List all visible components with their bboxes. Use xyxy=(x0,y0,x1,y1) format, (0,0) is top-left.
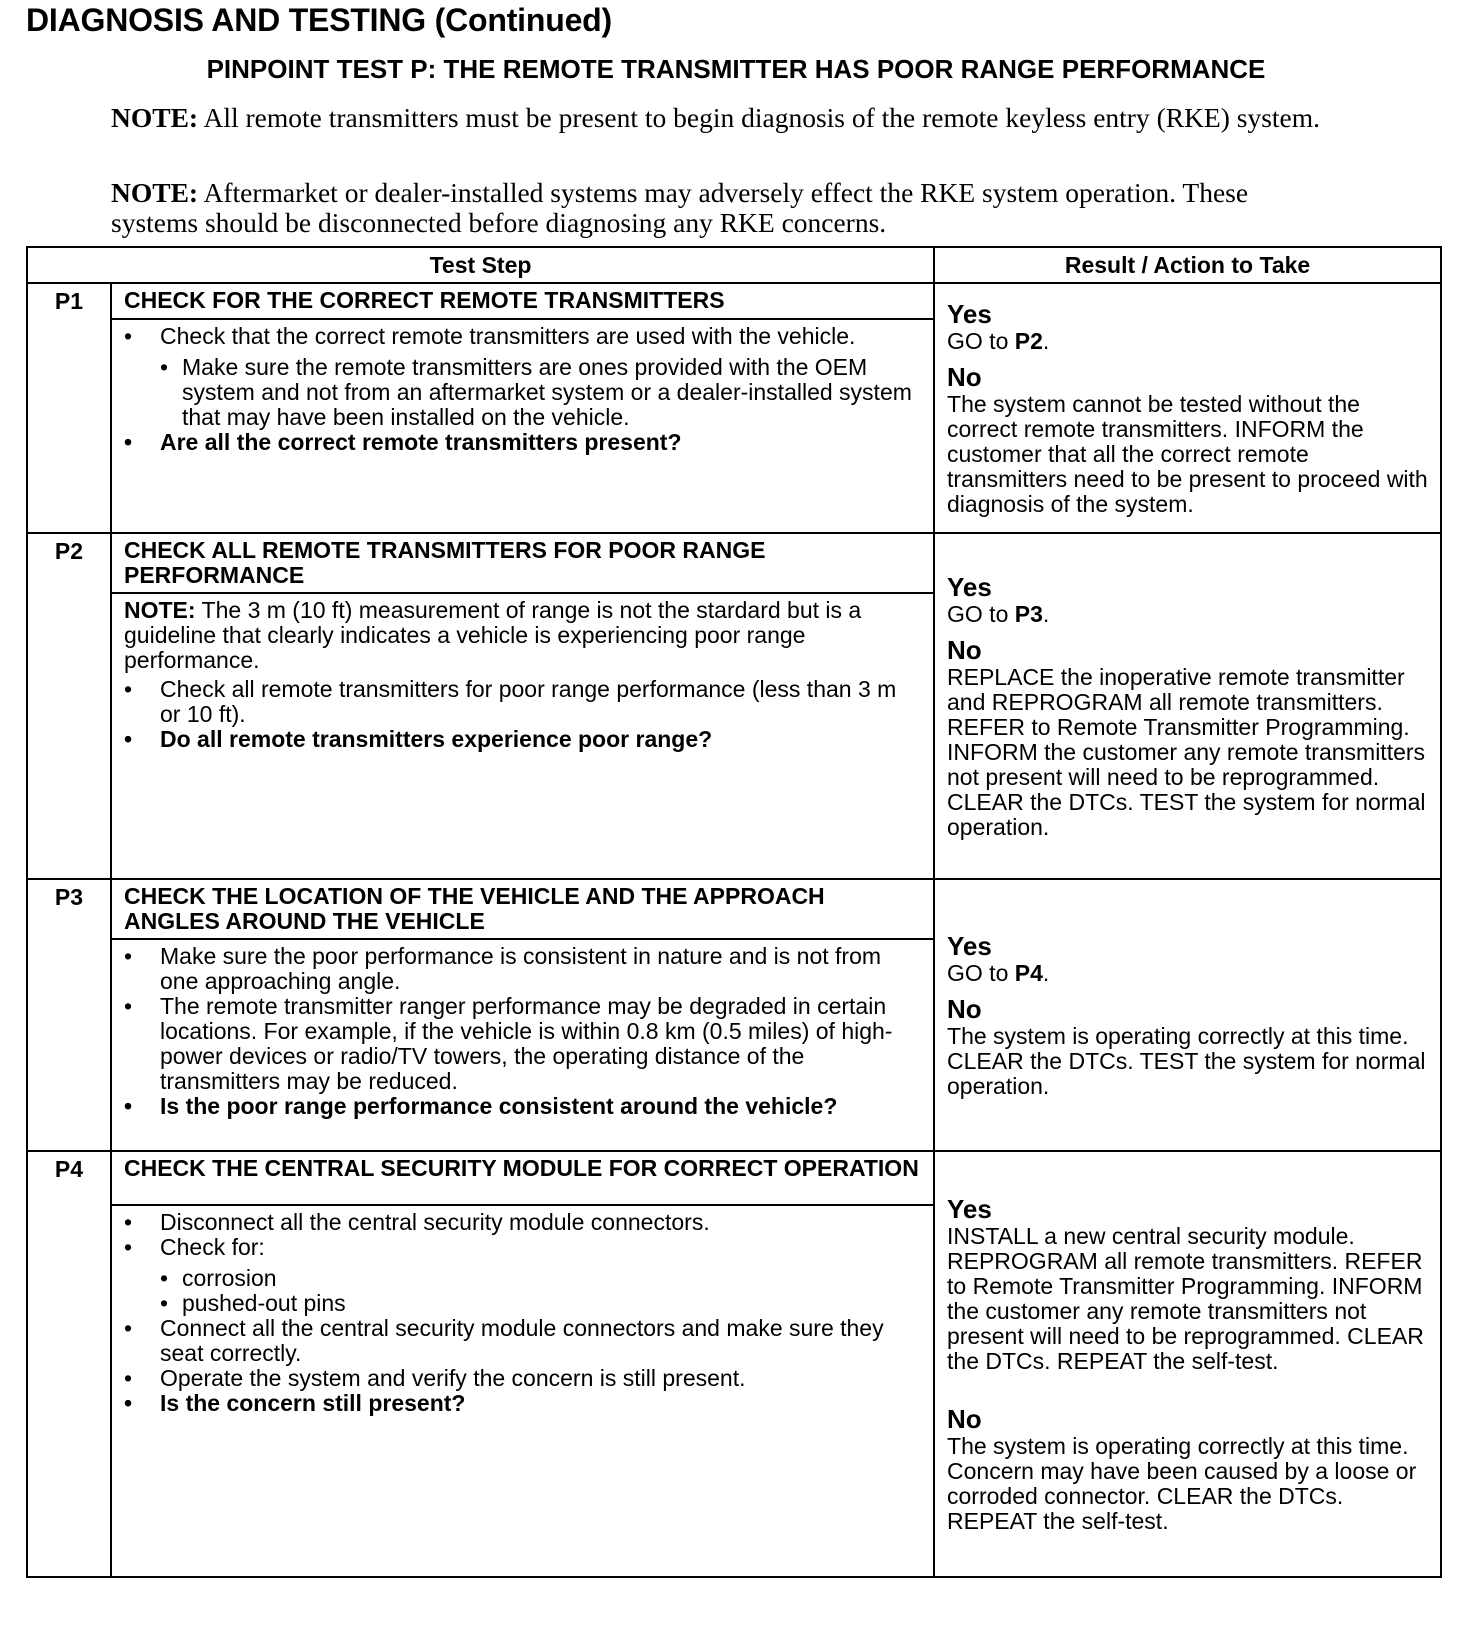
step-bullet: • The remote transmitter ranger performance may be degraded in certain locations. For example, if the vehicle is within 0.8 km (0.5 miles) of high-power devices or radio/TV towers, the operating distance of the transmitters may be reduced. xyxy=(124,994,923,1094)
yes-label: Yes xyxy=(947,572,992,602)
no-action: The system cannot be tested without the correct remote transmitters. INFORM the customer that all the correct remote transmitters need to be present to proceed with diagnosis of the system. xyxy=(947,391,1428,517)
yes-action: INSTALL a new central security module. REPROGRAM all remote transmitters. REFER to Remote Transmitter Programming. INFORM the customer any remote transmitters not present will need to be reprogrammed. CLEAR the DTCs. REPEAT the self-test. xyxy=(947,1223,1424,1374)
no-action: The system is operating correctly at this time. CLEAR the DTCs. TEST the system for normal operation. xyxy=(947,1023,1426,1099)
step-bullet: • Check for: • corrosion • pushed-out pins xyxy=(124,1235,923,1316)
step-id: P4 xyxy=(27,1151,111,1577)
step-question: • Are all the correct remote transmitters present? xyxy=(124,430,923,455)
yes-action: GO to P2. xyxy=(947,328,1050,354)
step-heading: CHECK ALL REMOTE TRANSMITTERS FOR POOR RANGE PERFORMANCE xyxy=(111,533,934,593)
pinpoint-test-title: PINPOINT TEST P: THE REMOTE TRANSMITTER HAS POOR RANGE PERFORMANCE xyxy=(206,54,1266,84)
step-p1-result xyxy=(934,283,1441,533)
step-heading: CHECK THE LOCATION OF THE VEHICLE AND THE APPROACH ANGLES AROUND THE VEHICLE xyxy=(111,879,934,939)
step-sub-bullet: • Make sure the remote transmitters are ones provided with the OEM system and not from an aftermarket system or a dealer-installed system that may have been installed on the vehicle. xyxy=(160,355,923,430)
step-p4-result xyxy=(934,1151,1441,1577)
goto-step-link: P4 xyxy=(1014,960,1043,986)
step-sub-bullet: • pushed-out pins xyxy=(160,1291,923,1316)
yes-action: GO to P4. xyxy=(947,960,1050,986)
step-heading: CHECK THE CENTRAL SECURITY MODULE FOR CORRECT OPERATION xyxy=(111,1151,934,1205)
note-label: NOTE: xyxy=(111,102,199,133)
yes-label: Yes xyxy=(947,299,992,329)
step-question: • Is the concern still present? xyxy=(124,1391,923,1416)
step-sub-bullet: • corrosion xyxy=(160,1266,923,1291)
yes-label: Yes xyxy=(947,931,992,961)
note-aftermarket-systems xyxy=(111,178,1341,238)
step-p2-result xyxy=(934,533,1441,879)
step-question: • Do all remote transmitters experience poor range? xyxy=(124,727,923,752)
no-action: REPLACE the inoperative remote transmitter and REPROGRAM all remote transmitters. REFER to Remote Transmitter Programming. INFORM the customer any remote transmitters not present will need to be reprogrammed. CLEAR the DTCs. TEST the system for normal operation. xyxy=(947,664,1426,840)
step-body xyxy=(111,1205,934,1577)
note-text: All remote transmitters must be present to begin diagnosis of the remote keyless entry (RKE) system. xyxy=(203,102,1321,133)
step-heading: CHECK FOR THE CORRECT REMOTE TRANSMITTERS xyxy=(111,283,934,319)
no-label: No xyxy=(947,362,982,392)
yes-action: GO to P3. xyxy=(947,601,1050,627)
step-bullet: • Disconnect all the central security module connectors. xyxy=(124,1210,923,1235)
no-label: No xyxy=(947,1404,982,1434)
no-action: The system is operating correctly at this time. Concern may have been caused by a loose or corroded connector. CLEAR the DTCs. REPEAT the self-test. xyxy=(947,1433,1417,1534)
page-title: DIAGNOSIS AND TESTING (Continued) xyxy=(26,2,612,38)
step-p2-heading-row xyxy=(27,533,1441,593)
step-bullet: • Check that the correct remote transmitters are used with the vehicle. • Make sure the remote transmitters are ones provided with the OEM system and not from an aftermarket system or a dealer-installed system that may have been installed on the vehicle. xyxy=(124,324,923,430)
no-label: No xyxy=(947,635,982,665)
step-p4-heading-row xyxy=(27,1151,1441,1205)
step-body xyxy=(111,593,934,879)
step-bullet: • Check all remote transmitters for poor range performance (less than 3 m or 10 ft). xyxy=(124,677,923,727)
step-note: NOTE: The 3 m (10 ft) measurement of range is not the stardard but is a guideline that clearly indicates a vehicle is experiencing poor range performance. xyxy=(124,597,862,673)
step-p1-heading-row xyxy=(27,283,1441,319)
note-transmitters-present xyxy=(111,103,1341,133)
table-header-row xyxy=(27,247,1441,283)
pinpoint-test-table xyxy=(26,246,1442,1578)
step-p3-result xyxy=(934,879,1441,1151)
step-bullet: • Connect all the central security module connectors and make sure they seat correctly. xyxy=(124,1316,923,1366)
step-p3-heading-row xyxy=(27,879,1441,939)
step-id: P1 xyxy=(27,283,111,533)
step-id: P2 xyxy=(27,533,111,879)
step-body xyxy=(111,319,934,533)
note-text: Aftermarket or dealer-installed systems may adversely effect the RKE system operation. These systems should be disconnected before diagnosing any RKE concerns. xyxy=(111,177,1249,238)
step-body xyxy=(111,939,934,1151)
no-label: No xyxy=(947,994,982,1024)
goto-step-link: P2 xyxy=(1014,328,1043,354)
step-bullet: • Make sure the poor performance is consistent in nature and is not from one approaching angle. xyxy=(124,944,923,994)
step-question: • Is the poor range performance consistent around the vehicle? xyxy=(124,1094,923,1119)
header-result-action: Result / Action to Take xyxy=(934,247,1441,283)
step-id: P3 xyxy=(27,879,111,1151)
note-label: NOTE: xyxy=(111,177,199,208)
header-test-step: Test Step xyxy=(27,247,934,283)
yes-label: Yes xyxy=(947,1194,992,1224)
step-bullet: • Operate the system and verify the concern is still present. xyxy=(124,1366,923,1391)
goto-step-link: P3 xyxy=(1014,601,1043,627)
